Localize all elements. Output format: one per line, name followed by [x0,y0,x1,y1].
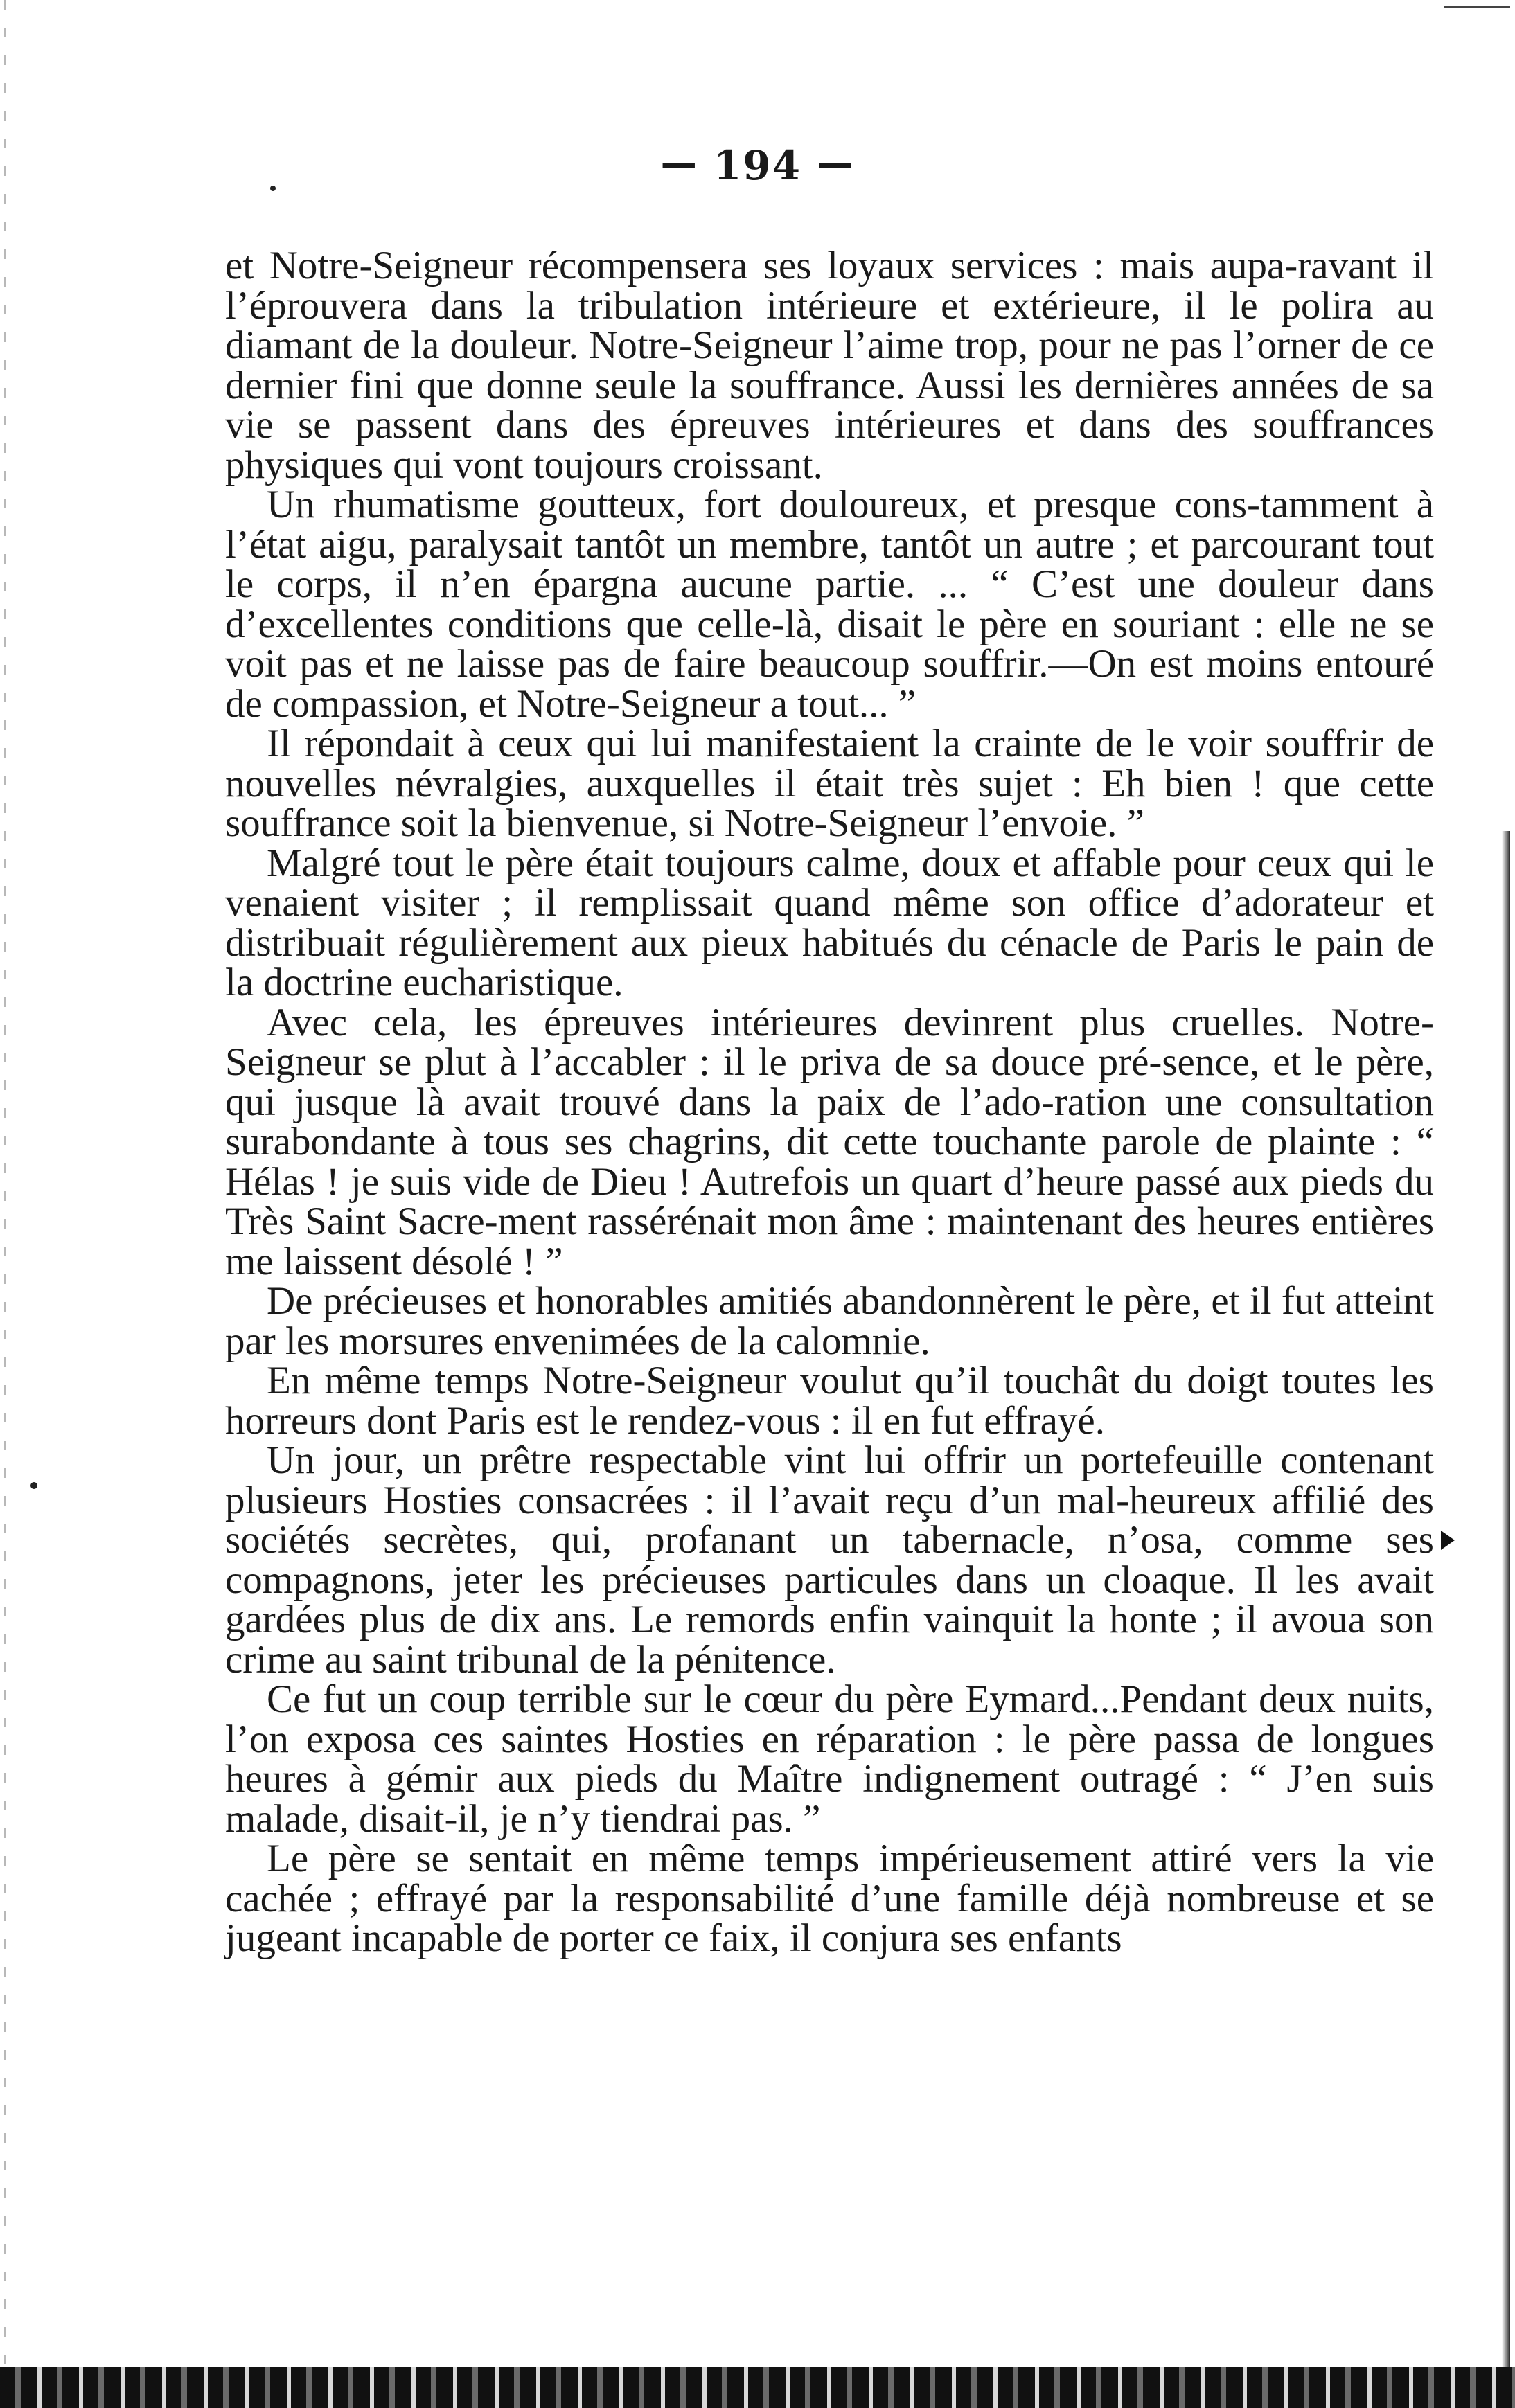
margin-arrow-mark [1441,1531,1455,1550]
paragraph: De précieuses et honorables amitiés abandonnèrent le père, et il fut atteint par les morsures envenimées de la calomnie. [225,1279,1434,1363]
scan-edge-top [1444,6,1510,8]
page-header [0,142,1515,189]
paragraph: En même temps Notre-Seigneur voulut qu’il touchât du doigt toutes les horreurs dont Paris est le rendez-vous : il en fut effrayé. [225,1359,1434,1443]
paragraph: et Notre-Seigneur récompensera ses loyaux services : mais aupa-ravant il l’éprouvera dans la tribulation intérieure et extérieure, il le polira au diamant de la douleur. Notre-Seigneur l’aime trop, pour ne pas l’orner de ce dernier fini que donne seule la souffrance. Aussi les dernières années de sa vie se passent dans des épreuves intérieures et dans des souffrances physiques qui vont toujours croissant. [225,244,1434,487]
paragraph: Malgré tout le père était toujours calme, doux et affable pour ceux qui le venaient visiter ; il remplissait quand même son office d’adorateur et distribuait régulièrement aux pieux habitués du cénacle de Paris le pain de la doctrine eucharistique. [225,841,1434,1004]
scan-edge-bottom [0,2367,1515,2408]
scan-edge-right [1502,831,1510,2408]
scan-edge-left [4,0,6,2408]
body-text [225,246,1434,1959]
paragraph: Un rhumatisme goutteux, fort douloureux, et presque cons-tamment à l’état aigu, paralysait tantôt un membre, tantôt un autre ; et parcourant tout le corps, il n’en épargna aucune partie. ... “ C’est une douleur dans d’excellentes conditions que celle-là, disait le père en souriant : elle ne se voit pas et ne laisse pas de faire beaucoup souffrir.—On est moins entouré de compassion, et Notre-Seigneur a tout... ” [225,483,1434,726]
header-dash-right: — [817,142,855,184]
margin-dot [30,1482,37,1489]
page-number: 194 [713,142,802,189]
paragraph: Le père se sentait en même temps impérieusement attiré vers la vie cachée ; effrayé par la responsabilité d’une famille déjà nombreuse et se jugeant incapable de porter ce faix, il conjura ses enfants [225,1837,1434,1960]
header-dash-left: — [660,142,698,184]
paragraph: Un jour, un prêtre respectable vint lui offrir un portefeuille contenant plusieurs Hosties consacrées : il l’avait reçu d’un mal-heureux affilié des sociétés secrètes, qui, profanant un tabernacle, n’osa, comme ses compagnons, jeter les précieuses particules dans un cloaque. Il les avait gardées plus de dix ans. Le remords enfin vainquit la honte ; il avoua son crime au saint tribunal de la pénitence. [225,1438,1434,1682]
paragraph: Il répondait à ceux qui lui manifestaient la crainte de le voir souffrir de nouvelles névralgies, auxquelles il était très sujet : Eh bien ! que cette souffrance soit la bienvenue, si Notre-Seigneur l’envoie. ” [225,722,1434,845]
paragraph: Avec cela, les épreuves intérieures devinrent plus cruelles. Notre-Seigneur se plut à l’accabler : il le priva de sa douce pré-sence, et le père, qui jusque là avait trouvé dans la paix de l’ado-ration une consultation surabondante à tous ses chagrins, dit cette touchante parole de plainte : “ Hélas ! je suis vide de Dieu ! Autrefois un quart d’heure passé aux pieds du Très Saint Sacre-ment rassérénait mon âme : maintenant des heures entières me laissent désolé ! ” [225,1000,1434,1283]
paragraph: Ce fut un coup terrible sur le cœur du père Eymard...Pendant deux nuits, l’on exposa ces saintes Hosties en réparation : le père passa de longues heures à gémir aux pieds du Maître indignement outragé : “ J’en suis malade, disait-il, je n’y tiendrai pas. ” [225,1677,1434,1841]
